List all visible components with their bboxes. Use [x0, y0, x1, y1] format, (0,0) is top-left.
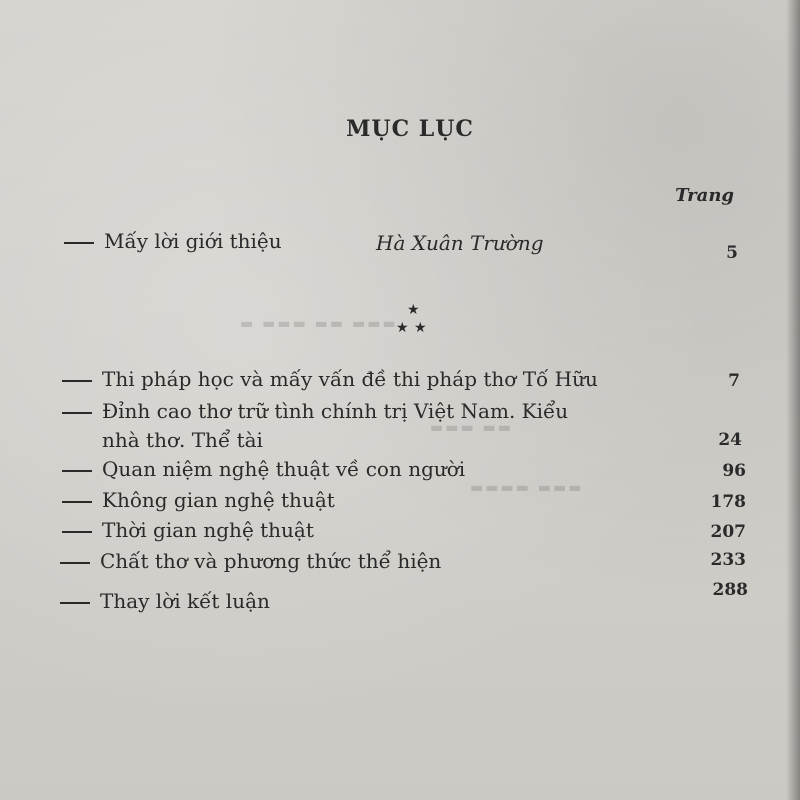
toc-entry-page: 233 — [710, 550, 746, 570]
toc-entry — [62, 367, 598, 391]
toc-intro-title: Mấy lời giới thiệu — [104, 229, 282, 253]
svg-text:★: ★ — [396, 320, 409, 336]
toc-entry-title: Thi pháp học và mấy vấn đề thi pháp thơ Tố Hữu — [102, 367, 598, 391]
toc-heading: MỤC LỤC — [346, 116, 474, 142]
toc-entry-title: Đỉnh cao thơ trữ tình chính trị Việt Nam. Kiểu — [102, 399, 569, 423]
toc-entry-page: 24 — [718, 430, 742, 450]
bleed-through-text: ▬▬▬▬ ▬▬▬ — [470, 480, 584, 496]
em-dash — [62, 470, 92, 472]
bleed-through-text: ▬▬▬ ▬▬ — [430, 420, 514, 436]
toc-entry-title: Thời gian nghệ thuật — [102, 518, 314, 542]
svg-text:★: ★ — [407, 302, 420, 318]
em-dash — [62, 501, 92, 503]
page-column-label: Trang — [675, 185, 734, 206]
em-dash — [62, 412, 92, 414]
toc-entry — [62, 457, 465, 481]
toc-entry-page: 7 — [728, 371, 740, 391]
toc-entry-title: Quan niệm nghệ thuật về con người — [102, 457, 466, 481]
toc-entry-continuation: nhà thơ. Thể tài — [102, 428, 263, 452]
toc-entry — [62, 488, 335, 512]
toc-intro-page: 5 — [726, 243, 738, 263]
toc-entry-page: 178 — [710, 492, 746, 512]
em-dash — [62, 531, 92, 533]
toc-entry — [62, 399, 568, 423]
toc-entry — [62, 518, 314, 542]
em-dash — [60, 602, 90, 604]
toc-entry-title: Chất thơ và phương thức thể hiện — [100, 549, 442, 573]
toc-intro-author: Hà Xuân Trường — [376, 231, 544, 255]
toc-entry — [60, 589, 270, 613]
asterism-ornament — [394, 300, 434, 336]
toc-entry-title: Không gian nghệ thuật — [102, 488, 335, 512]
em-dash — [60, 562, 90, 564]
toc-entry — [60, 549, 441, 573]
toc-intro-line — [64, 229, 282, 253]
em-dash — [64, 242, 94, 244]
toc-entry-page: 207 — [710, 522, 746, 542]
toc-entry-title: Thay lời kết luận — [100, 589, 270, 613]
em-dash — [62, 380, 92, 382]
bleed-through-text: ▬ ▬▬▬ ▬▬ ▬▬▬ — [240, 316, 398, 332]
svg-text:★: ★ — [414, 320, 427, 336]
toc-entry-page: 288 — [712, 580, 748, 600]
toc-entry-page: 96 — [722, 461, 746, 481]
